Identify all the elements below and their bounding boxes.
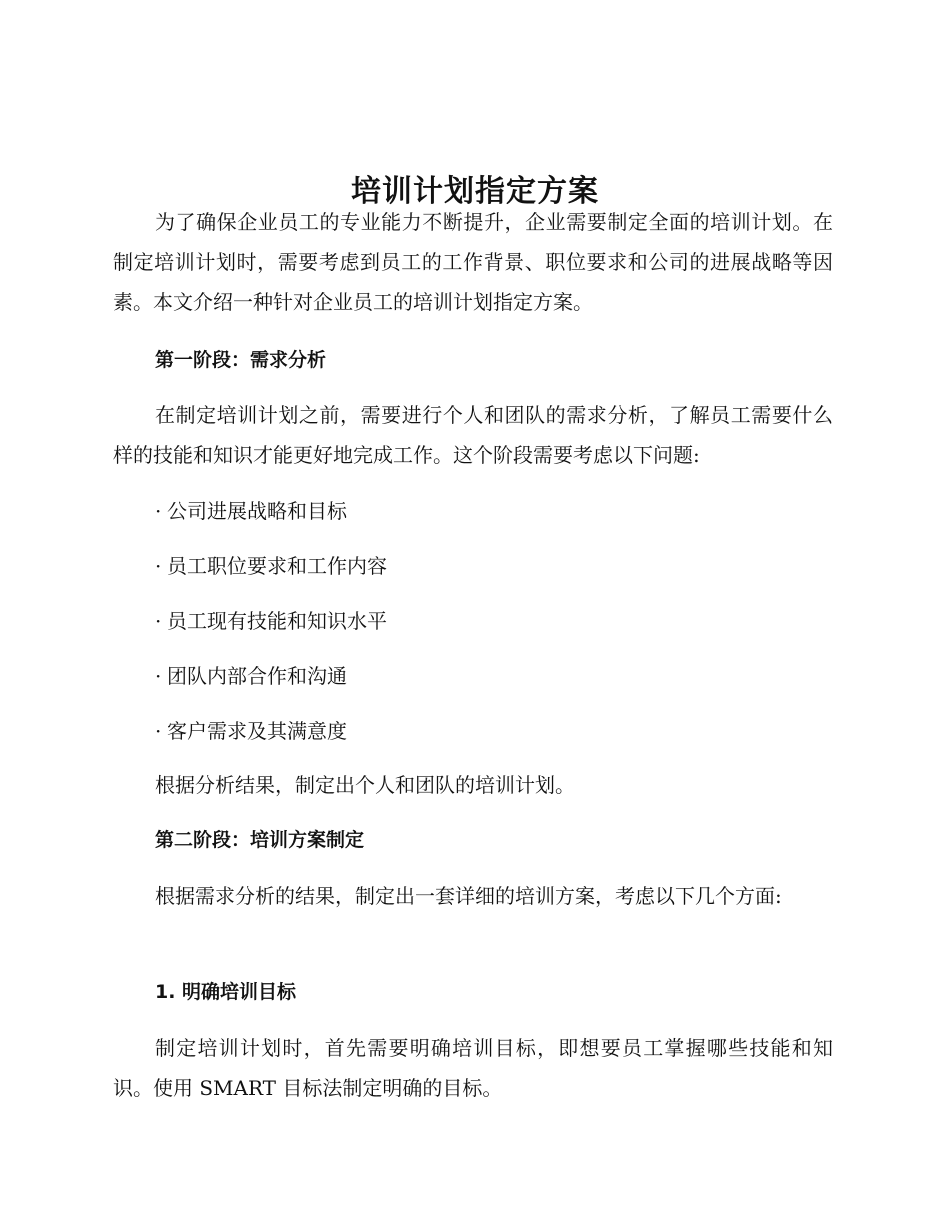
stage2-paragraph: 根据需求分析的结果，制定出一套详细的培训方案，考虑以下几个方面: (155, 884, 782, 908)
bullet-text: 客户需求及其满意度 (167, 719, 347, 743)
bullet-dot: · (155, 554, 162, 578)
bullet-text: 团队内部合作和沟通 (167, 664, 347, 688)
bullet-dot: · (155, 499, 162, 523)
bullet-dot: · (155, 719, 162, 743)
bullet-item (155, 496, 347, 526)
stage1-heading: 第一阶段：需求分析 (155, 349, 327, 371)
bullet-text: 公司进展战略和目标 (167, 499, 347, 523)
document-title: 培训计划指定方案 (351, 174, 599, 210)
bullet-text: 员工现有技能和知识水平 (167, 609, 387, 633)
bullet-text: 员工职位要求和工作内容 (167, 554, 387, 578)
bullet-dot: · (155, 609, 162, 633)
stage1-paragraph: 在制定培训计划之前，需要进行个人和团队的需求分析，了解员工需要什么样的技能和知识才能更好地完成工作。这个阶段需要考虑以下问题: (113, 403, 833, 467)
bullet-dot: · (155, 664, 162, 688)
intro-paragraph: 为了确保企业员工的专业能力不断提升，企业需要制定全面的培训计划。在制定培训计划时，需要考虑到员工的工作背景、职位要求和公司的进展战略等因素。本文介绍一种针对企业员工的培训计划指定方案。 (113, 210, 833, 314)
bullet-item (155, 661, 347, 691)
bullet-item (155, 551, 387, 581)
stage2-heading: 第二阶段：培训方案制定 (155, 829, 365, 851)
stage1-conclusion: 根据分析结果，制定出个人和团队的培训计划。 (155, 773, 575, 797)
subsection-paragraph: 制定培训计划时，首先需要明确培训目标，即想要员工掌握哪些技能和知识。使用 SMART 目标法制定明确的目标。 (113, 1036, 833, 1100)
bullet-item (155, 606, 387, 636)
bullet-item (155, 716, 347, 746)
subsection-heading: 1. 明确培训目标 (155, 981, 297, 1003)
